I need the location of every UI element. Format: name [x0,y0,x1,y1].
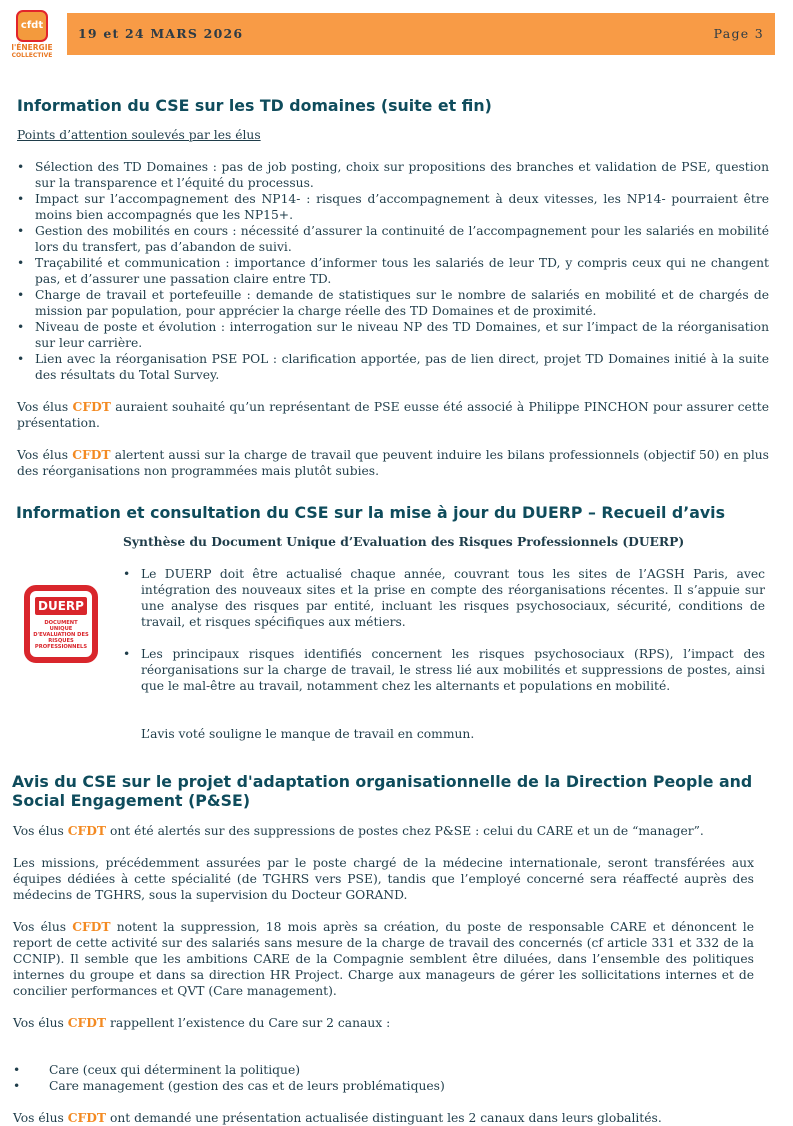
duerp-logo [24,585,98,663]
paragraph: Les missions, précédemment assurées par le poste chargé de la médecine internationale, seront transférées aux équipes dédiées à cette spécialité (de TGHRS vers PSE), tandis que l’employé concerné sera réaffecté auprès des médecins de TGHRS, sous la supervision du Docteur GORAND. [13,856,754,902]
points-list [17,159,769,383]
cfdt-highlight: CFDT [67,823,107,838]
section-title-td-domaines: Information du CSE sur les TD domaines (suite et fin) [17,96,492,115]
list-item: • Care (ceux qui déterminent la politique) [13,1062,753,1078]
list-item: • Traçabilité et communication : importance d’informer tous les salariés de leur TD, y compris ceux qui ne changent pas, et d’assurer une passation claire entre TD. [17,255,769,287]
list-item: • Gestion des mobilités en cours : nécessité d’assurer la continuité de l’accompagnement pour les salariés en mobilité lors du transfert, pas d’abandon de suivi. [17,223,769,255]
section1-body [17,159,769,479]
header-bar [67,13,775,55]
cfdt-highlight: CFDT [72,447,111,462]
duerp-synthesis-heading: Synthèse du Document Unique d’Evaluation des Risques Professionnels (DUERP) [123,534,685,549]
text: ont demandé une présentation actualisée distinguant les 2 canaux dans leurs globalités. [106,1111,662,1125]
cfdt-highlight: CFDT [67,1015,107,1030]
text: notent la suppression, 18 mois après sa création, du poste de responsable CARE et dénoncent le report de cette activité sur des salariés sans mesure de la charge de travail des concernés (cf article 331 et 332 de la CCNIP). Il semble que les ambitions CARE de la Compagnie semblent être diluées, dans l’ensemble des politiques internes du groupe et dans sa direction HR Project. Charge aux manageurs de gérer les sollicitations internes et de concilier performances et QVT (Care management). [13,920,754,998]
cfdt-highlight: CFDT [67,1110,107,1125]
text: alertent aussi sur la charge de travail que peuvent induire les bilans professionnels (objectif 50) en plus des réorganisations non programmées mais plutôt subies. [17,448,769,478]
list-item: • Lien avec la réorganisation PSE POL : clarification apportée, pas de lien direct, projet TD Domaines initié à la suite des résultats du Total Survey. [17,351,769,383]
text: Vos élus [17,400,73,414]
final-paragraph [13,1110,773,1126]
paragraph [13,1015,754,1031]
list-item: • Sélection des TD Domaines : pas de job posting, choix sur propositions des branches et validation de PSE, question sur la transparence et l’équité du processus. [17,159,769,191]
list-item: • Charge de travail et portefeuille : demande de statistiques sur le nombre de salariés en mobilité et de chargés de mission par population, pour apprécier la charge réelle des TD Domaines et de proximité. [17,287,769,319]
list-item: • Care management (gestion des cas et de leurs problématiques) [13,1078,753,1094]
text: Vos élus [17,448,73,462]
paragraph [17,399,769,431]
duerp-logo-subtitle: DOCUMENT UNIQUE D'EVALUATION DES RISQUES PROFESSIONNELS [33,620,89,650]
logo-line-2: COLLECTIVE [11,52,53,59]
paragraph [13,823,754,839]
text: Vos élus [13,920,73,934]
list-item: • Le DUERP doit être actualisé chaque année, couvrant tous les sites de l’AGSH Paris, avec intégration des nouveaux sites et la prise en compte des réorganisations récentes. Il s’appuie sur une analyse des risques par entité, incluant les risques psychosociaux, sécurité, conditions de travail, et risques spécifiques aux métiers. [123,566,765,630]
list-item: • Impact sur l’accompagnement des NP14- : risques d’accompagnement à deux vitesses, les NP14- pourraient être moins bien accompagnés que les NP15+. [17,191,769,223]
list-item: • Niveau de poste et évolution : interrogation sur le niveau NP des TD Domaines, et sur l’impact de la réorganisation sur leur carrière. [17,319,769,351]
text: ont été alertés sur des suppressions de postes chez P&SE : celui du CARE et un de “manager”. [106,824,704,838]
text: auraient souhaité qu’un représentant de PSE eusse été associé à Philippe PINCHON pour assurer cette présentation. [17,400,769,430]
section3-body [13,823,754,1031]
care-channels-list [13,1062,753,1094]
text: Vos élus [13,1111,68,1125]
paragraph [17,447,769,479]
duerp-body [123,566,765,694]
cfdt-logo [9,10,55,59]
paragraph [13,919,754,999]
duerp-list [123,566,765,694]
section-subtitle-points: Points d’attention soulevés par les élus [17,128,261,142]
avis-statement: L’avis voté souligne le manque de travail en commun. [141,727,475,741]
header-date: 19 et 24 MARS 2026 [78,26,244,41]
cfdt-logo-badge: cfdt [16,10,48,42]
text: Vos élus [13,1016,68,1030]
list-item: • Les principaux risques identifiés concernent les risques psychosociaux (RPS), l’impact des réorganisations sur la charge de travail, le stress lié aux mobilités et suppressions de postes, ainsi que le mal-être au travail, notamment chez les alternants et populations en mobilité. [123,646,765,694]
text: rappellent l’existence du Care sur 2 canaux : [106,1016,391,1030]
text: Vos élus [13,824,68,838]
section-title-duerp: Information et consultation du CSE sur la mise à jour du DUERP – Recueil d’avis [16,503,726,522]
duerp-logo-word: DUERP [35,597,87,615]
page-number: Page 3 [713,26,764,41]
section-title-pse: Avis du CSE sur le projet d'adaptation organisationnelle de la Direction People and Social Engagement (P&SE) [12,772,753,810]
cfdt-highlight: CFDT [72,919,111,934]
logo-line-1: l'ÉNERGIE [11,43,53,52]
cfdt-highlight: CFDT [72,399,111,414]
